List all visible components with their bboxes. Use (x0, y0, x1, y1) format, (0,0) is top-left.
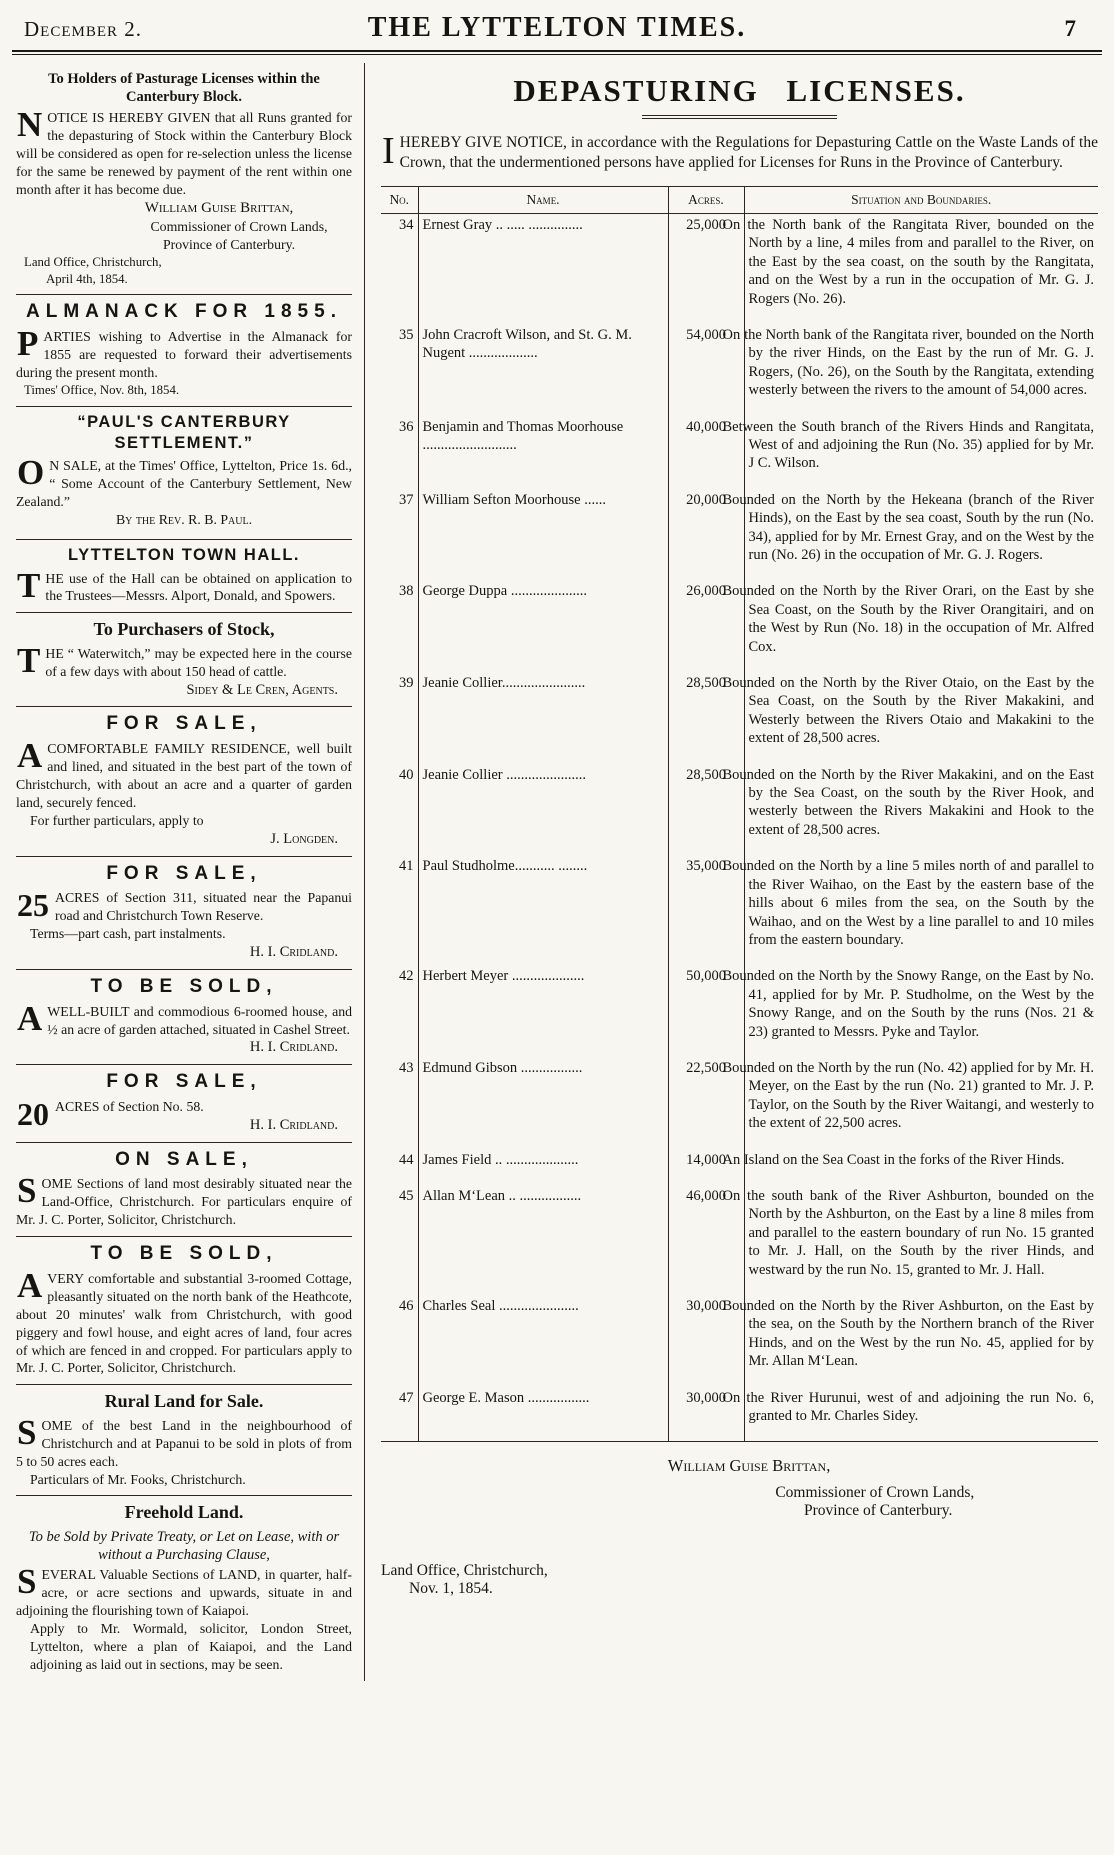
cell-acres: 30,000 (668, 1387, 744, 1442)
drop-cap: A (17, 736, 43, 776)
dateline: Land Office, Christchurch, (24, 255, 162, 270)
cell-name: John Cracroft Wilson, and St. G. M. Nugent ................... (418, 324, 668, 416)
drop-cap: I (382, 130, 395, 172)
ad-body: THE “ Waterwitch,” may be expected here in the course of a few days with about 150 head of cattle. (17, 640, 352, 680)
title-rule (642, 115, 837, 119)
signature-line: Province of Canterbury. (804, 1502, 953, 1520)
ad-body: PARTIES wishing to Advertise in the Almanack for 1855 are requested to forward their advertisements during the present month. (16, 324, 352, 380)
notice-title: DEPASTURING LICENSES. (513, 73, 966, 108)
ad-to-be-sold-house (16, 970, 352, 1065)
ad-heading: “PAUL'S CANTERBURY SETTLEMENT.” (77, 412, 291, 452)
cell-name: Benjamin and Thomas Moorhouse .......................... (418, 416, 668, 489)
byline: By the Rev. R. B. Paul. (115, 512, 253, 528)
cell-no: 47 (399, 1389, 414, 1406)
cell-situation: Bounded on the North by the run (No. 42) applied for by Mr. H. Meyer, on the East by the run (No. 21) granted to Mr. J. P. Taylor, on the South by the River Waitangi, and westerly to the extent of 22,500 acres. (744, 1057, 1098, 1149)
ad-heading: FOR SALE, (106, 713, 262, 735)
cell-acres: 54,000 (668, 324, 744, 416)
signature-line: H. I. Cridland. (249, 1039, 338, 1056)
col-header-no: No. (381, 186, 418, 213)
drop-cap: N (17, 105, 43, 145)
header-rule (12, 50, 1102, 55)
ad-heading: FOR SALE, (106, 1071, 262, 1093)
ad-on-sale-sections (16, 1143, 352, 1237)
ad-body: SEVERAL Valuable Sections of LAND, in quarter, half-acre, or acre sections and upwards, situate in and adjoining the flourishing town of Kaiapoi. (16, 1562, 352, 1618)
dateline: Times' Office, Nov. 8th, 1854. (24, 382, 180, 397)
cell-no: 43 (399, 1059, 414, 1076)
table-row (381, 416, 1098, 489)
cell-acres: 22,500 (668, 1057, 744, 1149)
drop-cap: O (17, 453, 45, 493)
table-row (381, 1057, 1098, 1149)
cell-acres: 40,000 (668, 416, 744, 489)
masthead: THE LYTTELTON TIMES. (367, 12, 747, 43)
ad-for-sale-25-acres (16, 857, 352, 970)
ad-heading: Rural Land for Sale. (104, 1391, 264, 1412)
drop-cap: 20 (17, 1095, 49, 1132)
ad-body: AVERY comfortable and substantial 3-roomed Cottage, pleasantly situated on the north bank of the Heathcote, about 20 minutes' walk from Christchurch, with good piggery and fowl house, and eight acres of land, four acres of which are fenced in and cropped. For particulars apply to Mr. J. C. Porter, Solicitor, Christchurch. (16, 1265, 352, 1376)
depasturing-licenses-section (367, 63, 1104, 1681)
cell-situation: On the North bank of the Rangitata River, bounded on the North by a line, 4 miles from and parallel to the River, on the East by the sea coast, on the south by the Rangitata, and on the West by a run in the occupation of Mr. G. J. Rogers (No. 26). (744, 213, 1098, 324)
signature-line: J. Longden. (270, 830, 338, 847)
licenses-table (381, 186, 1098, 1443)
cell-name: George E. Mason ................. (418, 1387, 668, 1442)
ad-pasturage-licenses-notice (16, 65, 352, 295)
signature-line: William Guise Brittan, (667, 1456, 831, 1476)
ad-body: ACOMFORTABLE FAMILY RESIDENCE, well built and lined, and situated in the best part of the town of Christchurch, with about an acre and a quarter of garden land, securely fenced. (16, 736, 352, 810)
ad-purchasers-of-stock (16, 613, 352, 707)
cell-name: Paul Studholme........... ........ (418, 855, 668, 965)
ad-extra-line: For further particulars, apply to (30, 812, 204, 828)
ad-for-sale-residence (16, 707, 352, 856)
signature-line: Province of Canterbury. (162, 237, 296, 253)
drop-cap: A (17, 1265, 43, 1305)
signature-block (16, 199, 352, 254)
ad-heading: ON SALE, (115, 1148, 253, 1170)
signature-line: Commissioner of Crown Lands, (775, 1484, 975, 1502)
table-row (381, 1387, 1098, 1442)
cell-name: Ernest Gray .. ..... ............... (418, 213, 668, 324)
ad-almanack-1855 (16, 295, 352, 406)
cell-name: Herbert Meyer .................... (418, 965, 668, 1057)
cell-situation: Bounded on the North by the River Orari, on the East by she Sea Coast, on the South by the River Orangitairi, and on the West by Run (No. 18) in the occupation of Mr. Alfred Cox. (744, 580, 1098, 672)
signature-line: Sidey & Le Cren, Agents. (186, 681, 338, 698)
cell-situation: Bounded on the North by a line 5 miles north of and parallel to the River Waihao, on the East by the eastern base of the hills about 6 miles from the sea, on the South by the Waihao, and on the West by a line parallel to and 10 miles from the eastern boundary. (744, 855, 1098, 965)
drop-cap: P (17, 324, 39, 364)
cell-acres: 14,000 (668, 1149, 744, 1185)
cell-no: 39 (399, 675, 414, 692)
ad-pauls-canterbury-settlement (16, 407, 352, 541)
cell-situation: Between the South branch of the Rivers Hinds and Rangitata, West of and adjoining the Run (No. 35) applied for by Mr. J C. Wilson. (744, 416, 1098, 489)
ad-heading: LYTTELTON TOWN HALL. (68, 546, 300, 565)
signature-line: H. I. Cridland. (249, 1116, 338, 1133)
drop-cap: S (17, 1562, 37, 1602)
cell-no: 45 (399, 1187, 414, 1204)
cell-no: 38 (399, 583, 414, 600)
page-number: 7 (1064, 16, 1076, 41)
drop-cap: A (17, 998, 43, 1038)
drop-cap: S (17, 1171, 37, 1211)
cell-no: 36 (399, 418, 414, 435)
cell-situation: Bounded on the North by the River Otaio, on the East by the Sea Coast, on the South by the River Makakini, and Westerly between the Rivers Otaio and Makakini to the extent of 28,500 acres. (744, 672, 1098, 764)
col-header-acres: Acres. (668, 186, 744, 213)
classifieds-column (10, 63, 362, 1681)
drop-cap: T (17, 640, 41, 680)
table-row (381, 489, 1098, 581)
cell-acres: 35,000 (668, 855, 744, 965)
notice-intro: IHEREBY GIVE NOTICE, in accordance with the Regulations for Depasturing Cattle on the Waste Lands of the Crown, that the undermentioned persons have applied for Licenses for Runs in the Province of Canterbury. (382, 130, 1098, 172)
cell-name: Allan M‘Lean .. ................. (418, 1185, 668, 1295)
cell-no: 46 (399, 1298, 414, 1314)
cell-situation: Bounded on the North by the River Makakini, and on the East by the Sea Coast, on the south by the River Hook, and westerly between the Rivers Makakini and Hook to the extent of 28,500 acres. (744, 764, 1098, 856)
cell-situation: Bounded on the North by the Hekeana (branch of the River Hinds), on the East by the sea coast, South by the run (No. 34), applied for by Mr. Ernest Gray, and on the West by the run (No. 26) in the occupation of Mr. G. J. Rogers. (744, 489, 1098, 581)
ad-freehold-land (16, 1496, 352, 1680)
cell-acres: 46,000 (668, 1185, 744, 1295)
cell-name: George Duppa ..................... (418, 580, 668, 672)
cell-no: 40 (399, 766, 414, 783)
cell-situation: Bounded on the North by the River Ashburton, on the East by the sea, on the South by the Northern branch of the River Hinds, and on the West by the run No. 45, applied for by Mr. Allan M‘Lean. (744, 1295, 1098, 1387)
cell-situation: On the south bank of the River Ashburton, bounded on the North by the Ashburton, on the East by a line 8 miles from and parallel to the eastern boundary of run No. 15 granted to Mr. J. Hall, on the South by the river Hinds, and westward by the run No. 15, granted to Mr. J. Hall. (744, 1185, 1098, 1295)
ad-to-be-sold-cottage (16, 1237, 352, 1385)
cell-acres: 50,000 (668, 965, 744, 1057)
signature-line: H. I. Cridland. (249, 944, 338, 961)
cell-name: Edmund Gibson ................. (418, 1057, 668, 1149)
signature-line: William Guise Brittan, (144, 199, 294, 216)
table-row (381, 213, 1098, 324)
cell-situation: On the North bank of the Rangitata river, bounded on the North by the river Hinds, on the East by the run of Mr. G. J. Rogers, (No. 26), on the South by the Rangitata, extending westerly between the rivers to the amount of 54,000 acres. (744, 324, 1098, 416)
cell-name: Jeanie Collier ...................... (418, 764, 668, 856)
ad-body: SOME of the best Land in the neighbourhood of Christchurch and at Papanui to be sold in plots of from 5 to 50 acres each. (16, 1412, 352, 1469)
cell-acres: 30,000 (668, 1295, 744, 1387)
dateline: April 4th, 1854. (46, 271, 128, 286)
cell-acres: 20,000 (668, 489, 744, 581)
ad-heading: Freehold Land. (124, 1502, 244, 1523)
ad-body: O N SALE, at the Times' Office, Lyttelton, Price 1s. 6d., “ Some Account of the Canterbury Settlement, New Zealand.” (16, 453, 352, 510)
table-row (381, 855, 1098, 965)
table-row (381, 580, 1098, 672)
table-row (381, 1295, 1098, 1387)
cell-acres: 28,500 (668, 672, 744, 764)
cell-situation: An Island on the Sea Coast in the forks of the River Hinds. (744, 1149, 1098, 1185)
ad-heading: To Holders of Pasturage Licenses within the Canterbury Block. (48, 71, 320, 106)
ad-body: THE use of the Hall can be obtained on application to the Trustees—Messrs. Alport, Donald, and Spowers. (17, 565, 352, 605)
issue-date: December 2. (24, 17, 143, 41)
table-row (381, 1149, 1098, 1185)
cell-name: Jeanie Collier....................... (418, 672, 668, 764)
cell-no: 41 (399, 858, 414, 875)
cell-acres: 28,500 (668, 764, 744, 856)
table-row (381, 1185, 1098, 1295)
ad-heading: ALMANACK FOR 1855. (26, 301, 342, 323)
signature-line: Commissioner of Crown Lands, (150, 219, 328, 235)
cell-name: James Field .. .................... (418, 1149, 668, 1185)
table-header-row (381, 186, 1098, 213)
ad-extra-line: Particulars of Mr. Fooks, Christchurch. (30, 1471, 246, 1487)
ad-body: AWELL-BUILT and commodious 6-roomed house, and ½ an acre of garden attached, situated in Cashel Street. (17, 998, 352, 1038)
table-row (381, 965, 1098, 1057)
ad-body: NOTICE IS HEREBY GIVEN that all Runs granted for the depasturing of Stock within the Canterbury Block will be considered as open for re-selection unless the license for the same be renewed by payment of the rent within one month after it has become due. (16, 105, 352, 197)
cell-acres: 25,000 (668, 213, 744, 324)
table-row (381, 764, 1098, 856)
notice-dateline (381, 1562, 1098, 1598)
ad-rural-land-for-sale (16, 1385, 352, 1496)
table-row (381, 324, 1098, 416)
ad-for-sale-20-acres (16, 1065, 352, 1142)
ad-extra-line: Apply to Mr. Wormald, solicitor, London Street, Lyttelton, where a plan of Kaiapoi, and the Land adjoining as laid out in sections, may be seen. (30, 1620, 352, 1672)
dateline: Nov. 1, 1854. (409, 1580, 493, 1598)
cell-no: 35 (399, 326, 414, 343)
cell-name: William Sefton Moorhouse ...... (418, 489, 668, 581)
ad-body: SOME Sections of land most desirably situated near the Land-Office, Christchurch. For particulars enquire of Mr. J. C. Porter, Solicitor, Christchurch. (16, 1171, 352, 1228)
table-row (381, 672, 1098, 764)
cell-no: 42 (399, 968, 414, 985)
notice-signature (381, 1456, 1098, 1520)
ad-heading: FOR SALE, (106, 862, 262, 884)
cell-situation: On the River Hurunui, west of and adjoining the run No. 6, granted to Mr. Charles Sidey. (744, 1387, 1098, 1442)
ad-heading: To Purchasers of Stock, (93, 619, 275, 640)
ad-lyttelton-town-hall (16, 540, 352, 613)
dateline: Land Office, Christchurch, (381, 1562, 548, 1580)
ad-body: 20 ACRES of Section No. 58. (17, 1095, 204, 1132)
drop-cap: T (17, 565, 41, 605)
col-header-name: Name. (418, 186, 668, 213)
cell-name: Charles Seal ...................... (418, 1295, 668, 1387)
drop-cap: S (17, 1412, 37, 1452)
ad-subheading: To be Sold by Private Treaty, or Let on Lease, with or without a Purchasing Clause, (28, 1528, 340, 1563)
column-divider (364, 63, 365, 1681)
ad-extra-line: Terms—part cash, part instalments. (30, 926, 226, 942)
cell-no: 44 (399, 1151, 414, 1168)
cell-situation: Bounded on the North by the Snowy Range, on the East by No. 41, applied for by Mr. P. Studholme, on the West by the Snowy Range, and on the South by the runs (Nos. 21 & 23) granted to Messrs. Pyke and Taylor. (744, 965, 1098, 1057)
ad-body: 25 ACRES of Section 311, situated near the Papanui road and Christchurch Town Reserve. (17, 887, 352, 924)
page-header (10, 10, 1104, 50)
ad-heading: TO BE SOLD, (90, 975, 278, 997)
ad-heading: TO BE SOLD, (90, 1243, 278, 1265)
cell-no: 34 (399, 216, 414, 233)
drop-cap: 25 (17, 887, 49, 924)
cell-acres: 26,000 (668, 580, 744, 672)
cell-no: 37 (399, 491, 414, 508)
col-header-situation: Situation and Boundaries. (744, 186, 1098, 213)
